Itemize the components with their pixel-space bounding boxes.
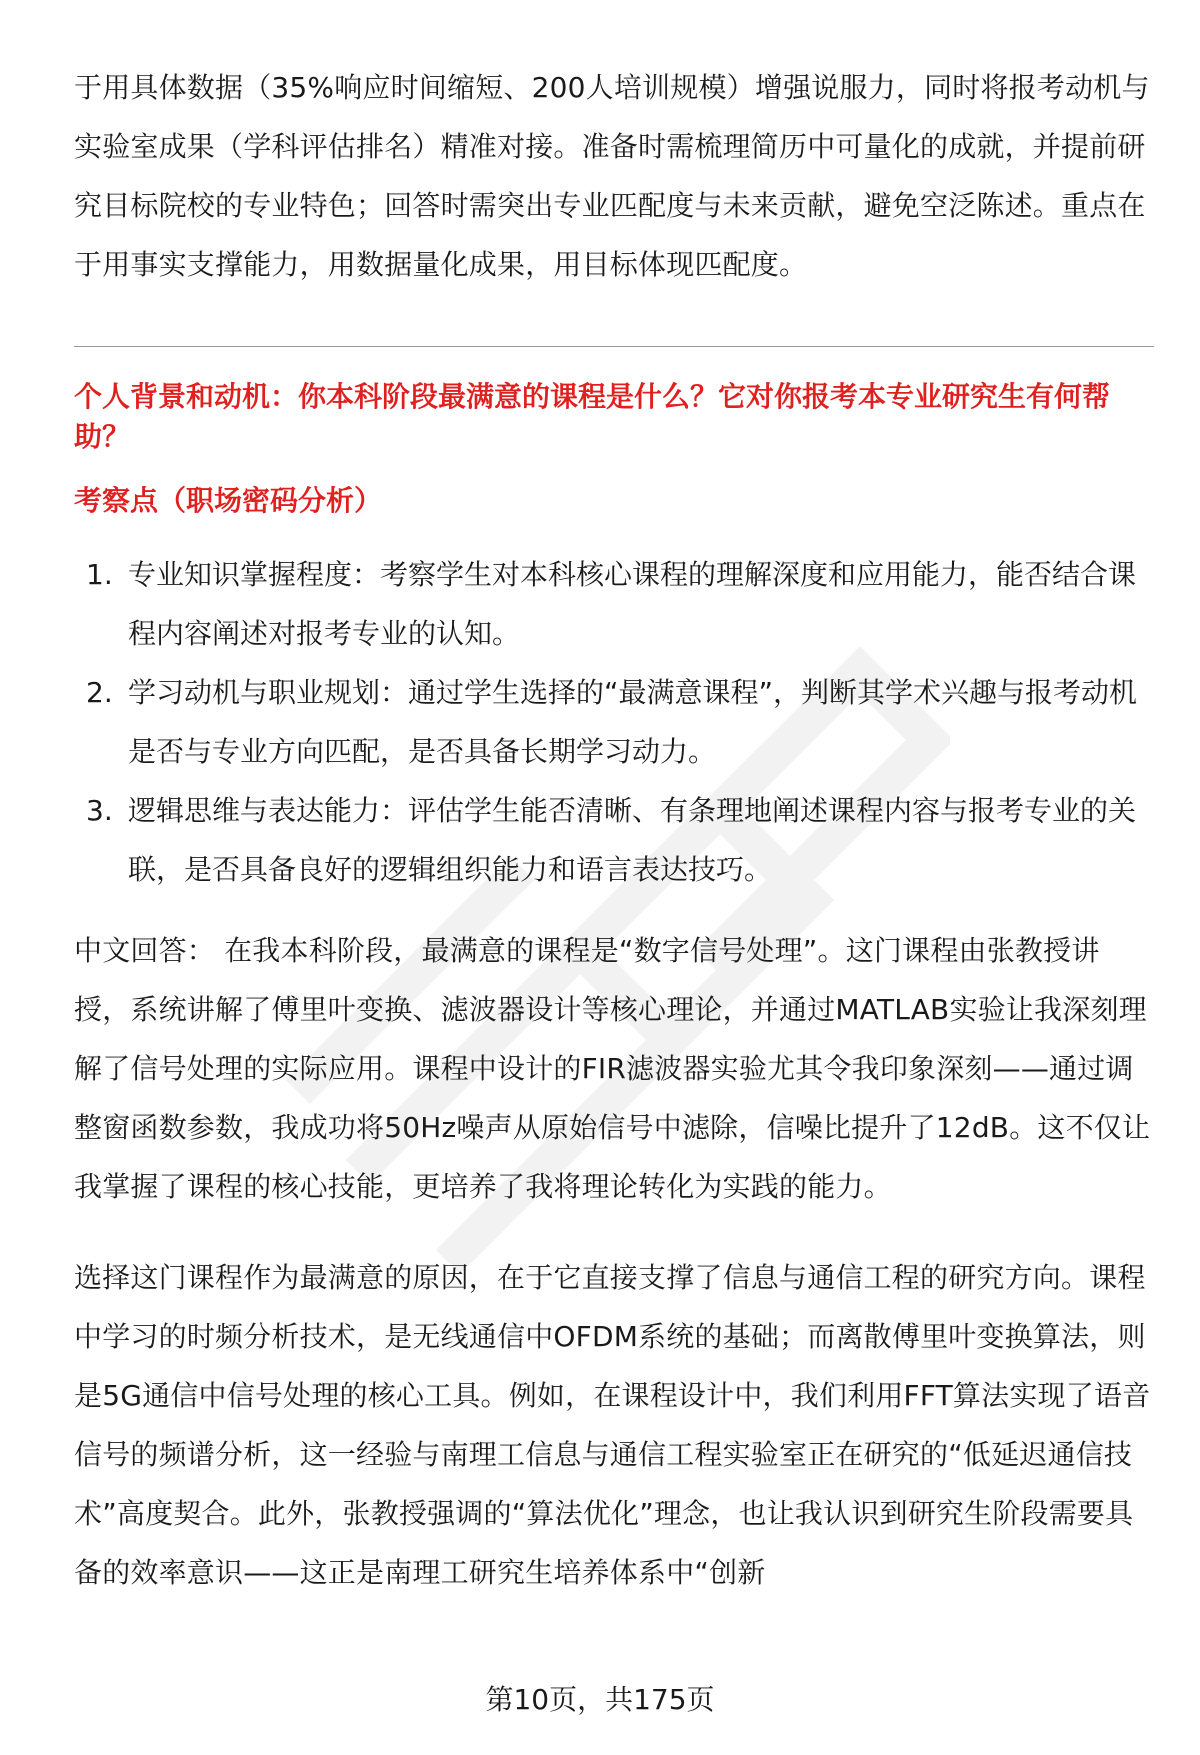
answer-paragraph-2: 选择这门课程作为最满意的原因，在于它直接支撑了信息与通信工程的研究方向。课程中学习的时频分析技术，是无线通信中OFDM系统的基础；而离散傅里叶变换算法，则是5G通信中信号处理的核心工具。例如，在课程设计中，我们利用FFT算法实现了语音信号的频谱分析，这一经验与南理工信息与通信工程实验室正在研究的“低延迟通信技术”高度契合。此外，张教授强调的“算法优化”理念，也让我认识到研究生阶段需要具备的效率意识——这正是南理工研究生培养体系中“创新	[74, 1261, 1151, 1589]
section-divider	[74, 346, 1154, 347]
question-heading: 个人背景和动机：你本科阶段最满意的课程是什么？它对你报考本专业研究生有何帮助？	[74, 380, 1111, 453]
main-content	[74, 58, 1154, 1602]
list-item-text: 学习动机与职业规划：通过学生选择的“最满意课程”，判断其学术兴趣与报考动机是否与专业方向匹配，是否具备长期学习动力。	[128, 676, 1138, 768]
kaocha-heading: 考察点（职场密码分析）	[74, 484, 383, 517]
page-number: 第10页，共175页	[485, 1683, 715, 1716]
kaocha-list	[74, 545, 1154, 899]
intro-paragraph: 于用具体数据（35%响应时间缩短、200人培训规模）增强说服力，同时将报考动机与实验室成果（学科评估排名）精准对接。准备时需梳理简历中可量化的成就，并提前研究目标院校的专业特色；回答时需突出专业匹配度与未来贡献，避免空泛陈述。重点在于用事实支撑能力，用数据量化成果，用目标体现匹配度。	[74, 71, 1150, 281]
answer-paragraph-1: 中文回答： 在我本科阶段，最满意的课程是“数字信号处理”。这门课程由张教授讲授，系统讲解了傅里叶变换、滤波器设计等核心理论，并通过MATLAB实验让我深刻理解了信号处理的实际应用。课程中设计的FIR滤波器实验尤其令我印象深刻——通过调整窗函数参数，我成功将50Hz噪声从原始信号中滤除，信噪比提升了12dB。这不仅让我掌握了课程的核心技能，更培养了我将理论转化为实践的能力。	[74, 934, 1151, 1203]
list-item-text: 专业知识掌握程度：考察学生对本科核心课程的理解深度和应用能力，能否结合课程内容阐述对报考专业的认知。	[128, 558, 1137, 650]
list-item	[74, 663, 1154, 781]
list-item	[74, 545, 1154, 663]
list-item-number: 3.	[86, 794, 113, 827]
list-item	[74, 781, 1154, 899]
list-item-number: 2.	[86, 676, 113, 709]
list-item-number: 1.	[86, 558, 113, 591]
list-item-text: 逻辑思维与表达能力：评估学生能否清晰、有条理地阐述课程内容与报考专业的关联，是否具备良好的逻辑组织能力和语言表达技巧。	[128, 794, 1137, 886]
